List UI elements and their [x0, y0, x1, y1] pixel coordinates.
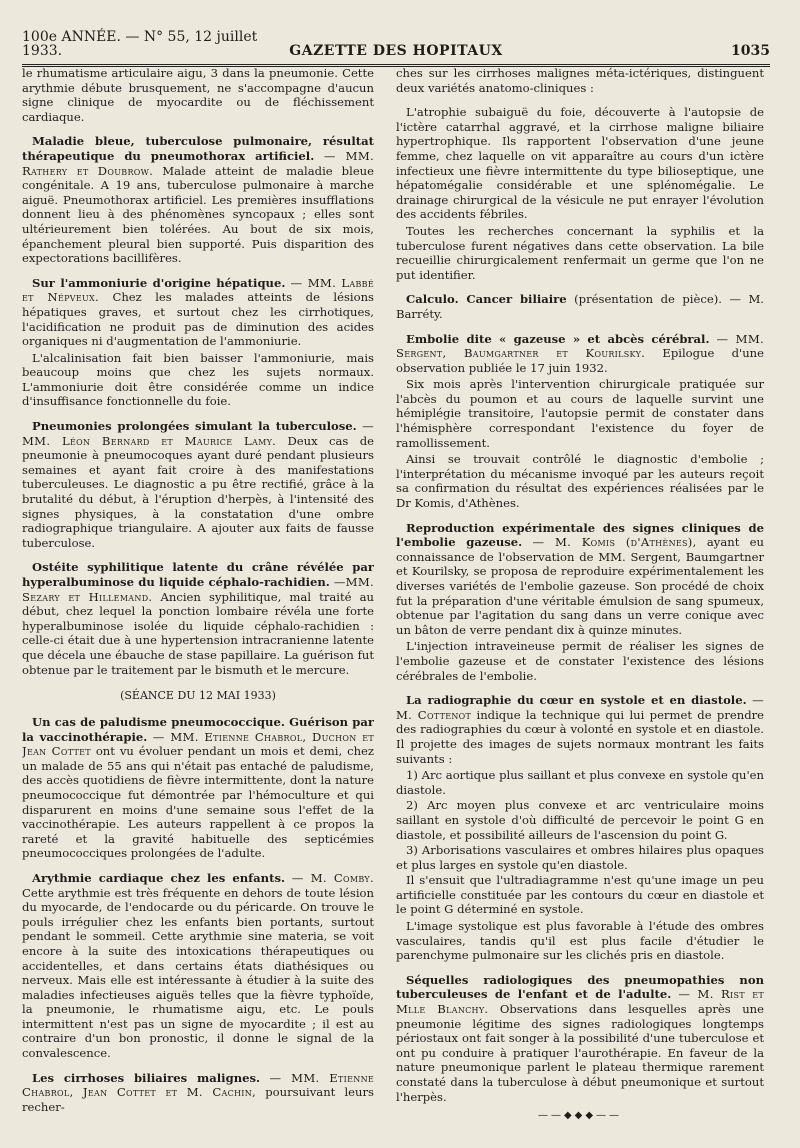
article-authors: — MM. Léon Bernard et Maurice Lamy.	[22, 419, 374, 448]
article-text: Chez les malades atteints de lésions hépatiques graves, et surtout chez les cirrhotiques, l'acidification ne produit pas de diminution des acides organiques ni d'augmentation de l'ammoniurie.	[22, 290, 374, 349]
right-column	[396, 66, 764, 1144]
article-title: Les cirrhoses biliaires malignes.	[32, 1070, 261, 1085]
article-text: Ancien syphilitique, mal traité au début, chez lequel la ponction lombaire révéla une forte hyperalbuminose isolée du liquide céphalo-rachidien : celle-ci était due à une hypertension intracranienne latente que décela une ébauche de stase papillaire. La guérison fut obtenue par le traitement par le bismuth et le mercure.	[22, 589, 374, 677]
article-title: Calculo. Cancer biliaire	[406, 292, 567, 307]
article-title: La radiographie du cœur en systole et en diastole.	[406, 693, 747, 708]
article-authors: — M. Rist et Mlle Blanchy.	[396, 987, 764, 1017]
list-item: 1) Arc aortique plus saillant et plus convexe en systole qu'en diastole.	[396, 768, 764, 797]
article-title: Maladie bleue, tuberculose pulmonaire, résultat thérapeutique du pneumothorax artificiel.	[22, 134, 374, 163]
page-number: 1035	[731, 43, 770, 59]
article-authors: — M. Komis (d'Athènes),	[532, 535, 697, 550]
article-title: Séquelles radiologiques des pneumopathies non tuberculeuses de l'enfant et de l'adulte.	[396, 972, 764, 1002]
paragraph: le rhumatisme articulaire aigu, 3 dans la pneumonie. Cette arythmie débute brusquement, ne s'accompagne d'aucun signe clinique de myocardite ou de fléchissement cardiaque.	[22, 66, 374, 124]
article-reproduction	[396, 521, 764, 638]
article-authors: — MM. Etienne Chabrol, Duchon et Jean Cottet	[22, 729, 374, 759]
article-radiographie	[396, 693, 764, 766]
article-text: (présentation de pièce). — M. Barréty.	[396, 292, 764, 321]
article-authors: — MM. Etienne Chabrol, Jean Cottet et M. Cachin,	[22, 1070, 374, 1100]
article-text: indique la technique qui lui permet de prendre des radiographies du cœur à volonté en systole et en diastole. Il projette des images de sujets normaux montrant les faits suivants :	[396, 707, 764, 766]
article-embolie	[396, 332, 764, 376]
article-title: Reproduction expérimentale des signes cliniques de l'embolie gazeuse.	[396, 520, 764, 550]
article-text: Malade atteint de maladie bleue congénitale. A 19 ans, tuberculose pulmonaire à marche aiguë. Pneumothorax artificiel. Les premières insufflations donnent lieu à des phénomènes syncopaux ; elles sont ultérieurement bien tolérées. Au bout de six mois, épanchement pleural bien supporté. Puis disparition des expectorations bacillifères.	[22, 163, 374, 266]
article-text: Cette arythmie est très fréquente en dehors de toute lésion du myocarde, de l'endocarde ou du péricarde. On trouve le pouls irrégulier chez les enfants bien portants, surtout pendant le sommeil. Cette arythmie sine materia, se voit encore à la suite des intoxications thérapeutiques ou accidentelles, et dans certains états diathésiques ou nerveux. Mais elle est intéressante à étudier à la suite des maladies infectieuses aiguës telles que la fièvre typhoïde, la pneumonie, le rhumatisme aigu, etc. Le pouls intermittent n'est pas un signe de myocardite ; il est au contraire d'un bon pronostic, il donne le signal de la convalescence.	[22, 885, 374, 1061]
paragraph: L'image systolique est plus favorable à l'étude des ombres vasculaires, tandis qu'il est plus facile d'étudier le parenchyme pulmonaire sur les clichés pris en diastole.	[396, 919, 764, 963]
article-authors: — M. Comby.	[291, 870, 374, 885]
article-title: Sur l'ammoniurie d'origine hépatique.	[32, 275, 286, 290]
journal-title: GAZETTE DES HOPITAUX	[289, 43, 503, 59]
paragraph: Six mois après l'intervention chirurgicale pratiquée sur l'abcès du poumon et au cours de laquelle survint une hémiplégie transitoire, l'autopsie permit de constater dans l'hémisphère correspondant l'existence du foyer de ramollissement.	[396, 377, 764, 450]
article-cirrhoses	[22, 1071, 374, 1115]
paragraph: ches sur les cirrhoses malignes méta-ictériques, distinguent deux variétés anatomo-cliniques :	[396, 66, 764, 95]
article-title: Un cas de paludisme pneumococcique. Guérison par la vaccinothérapie.	[22, 715, 374, 744]
session-heading: (SÉANCE DU 12 MAI 1933)	[120, 689, 276, 703]
article-authors: — MM. Labbé et Népveux.	[22, 275, 374, 305]
paragraph: Ainsi se trouvait contrôlé le diagnostic d'embolie ; l'interprétation du mécanisme invoqué par les auteurs reçoit sa confirmation du résultat des expériences réalisées par le Dr Komis, d'Athènes.	[396, 452, 764, 511]
article-authors: — MM. Sergent, Baumgartner et Kourilsky.	[396, 331, 764, 361]
article-authors: — M. Cottenot	[396, 693, 764, 722]
paragraph: Toutes les recherches concernant la syphilis et la tuberculose furent négatives dans cette observation. La bile recueillie chirurgicalement renfermait un germe que l'on ne put identifier.	[396, 223, 764, 282]
article-text: Epilogue d'une observation publiée le 17 juin 1932.	[396, 346, 764, 375]
article-text: Observations dans lesquelles après une pneumonie légitime des signes radiologiques longtemps périostaux ont fait songer à la possibilité d'une tuberculose et ont pu conduire à pratiquer l'aurothérapie. En faveur de la nature pneumonique parlent le plateau thermique rarement constaté dans la tuberculose à début pneumonique et surtout l'herpès.	[396, 1002, 764, 1104]
left-column	[22, 66, 374, 1144]
article-pneumonies	[22, 419, 374, 550]
article-authors: —MM. Sezary et Hillemand.	[22, 575, 374, 604]
article-authors: — MM. Rathery et Doubrow.	[22, 148, 374, 178]
article-text: ont vu évoluer pendant un mois et demi, chez un malade de 55 ans qui n'était pas entaché de paludisme, des accès quotidiens de fièvre intermittente, dont la nature pneumococcique fut démontrée par l'hémoculture et qui disparurent en moins d'une semaine sous l'effet de la vaccinothérapie. Les auteurs rappellent à ce propos la rareté et la gravité habituelle des septicémies pneumococciques prolongées de l'adulte.	[22, 744, 374, 861]
section-separator: ——◆◆◆——	[537, 1110, 623, 1122]
article-ammoniurie	[22, 276, 374, 349]
article-title: Embolie dite « gazeuse » et abcès cérébral.	[406, 331, 710, 346]
paragraph: Il s'ensuit que l'ultradiagramme n'est qu'une image un peu artificielle constituée par les contours du cœur en diastole et le point G déterminé en systole.	[396, 873, 764, 917]
article-title: Ostéite syphilitique latente du crâne révélée par hyperalbuminose du liquide céphalo-rachidien.	[22, 560, 374, 589]
article-paludisme	[22, 715, 374, 861]
article-maladie-bleue	[22, 134, 374, 265]
paragraph: L'alcalinisation fait bien baisser l'ammoniurie, mais beaucoup moins que chez les sujets normaux. L'ammoniurie doit être considérée comme un indice d'insuffisance fonctionnelle du foie.	[22, 350, 374, 409]
paragraph: L'injection intraveineuse permit de réaliser les signes de l'embolie gazeuse et de constater l'existence des lésions cérébrales de l'embolie.	[396, 639, 764, 683]
article-title: Pneumonies prolongées simulant la tuberculose.	[32, 419, 357, 434]
issue-info: 100e ANNÉE. — N° 55, 12 juillet 1933.	[22, 29, 258, 59]
paragraph: L'atrophie subaiguë du foie, découverte à l'autopsie de l'ictère catarrhal aggravé, et la cirrhose maligne biliaire hypertrophique. Ils rapportent l'observation d'une jeune femme, chez laquelle on vit apparaître au cours d'un ictère infectieux une fièvre intermittente du type bilioseptique, une hépatomégalie considérable et une splénomégalie. Le drainage chirurgical de la vésicule ne put enrayer l'évolution des accidents fébriles.	[396, 105, 764, 222]
list-item: 3) Arborisations vasculaires et ombres hilaires plus opaques et plus larges en systole qu'en diastole.	[396, 843, 764, 872]
article-calculo	[396, 292, 764, 321]
article-text: Deux cas de pneumonie à pneumocoques ayant duré pendant plusieurs semaines et ayant fait croire à des manifestations tuberculeuses. Le diagnostic a pu être rectifié, grâce à la brutalité du début, à l'éruption d'herpès, à l'intensité des signes physiques, à la constatation d'une ombre radiographique triangulaire. A ajouter aux faits de fausse tuberculose.	[22, 433, 374, 550]
article-arythmie	[22, 871, 374, 1061]
article-sequelles	[396, 973, 764, 1104]
page-header	[22, 20, 770, 67]
article-text: poursuivant leurs recher-	[22, 1085, 374, 1114]
list-item: 2) Arc moyen plus convexe et arc ventriculaire moins saillant en systole d'où difficulté de percevoir le point G en diastole, et possibilité ailleurs de l'ascension du point G.	[396, 798, 764, 842]
article-text: ayant eu connaissance de l'observation de MM. Sergent, Baumgartner et Kourilsky, se proposa de reproduire expérimentalement les diverses variétés de l'embolie gazeuse. Son procédé de choix fut la préparation d'une véritable émulsion de sang spumeux, obtenue par l'agitation du sang dans un verre conique avec un bâton de verre pendant dix à quinze minutes.	[396, 535, 764, 637]
article-osteite	[22, 560, 374, 677]
article-title: Arythmie cardiaque chez les enfants.	[32, 870, 286, 885]
